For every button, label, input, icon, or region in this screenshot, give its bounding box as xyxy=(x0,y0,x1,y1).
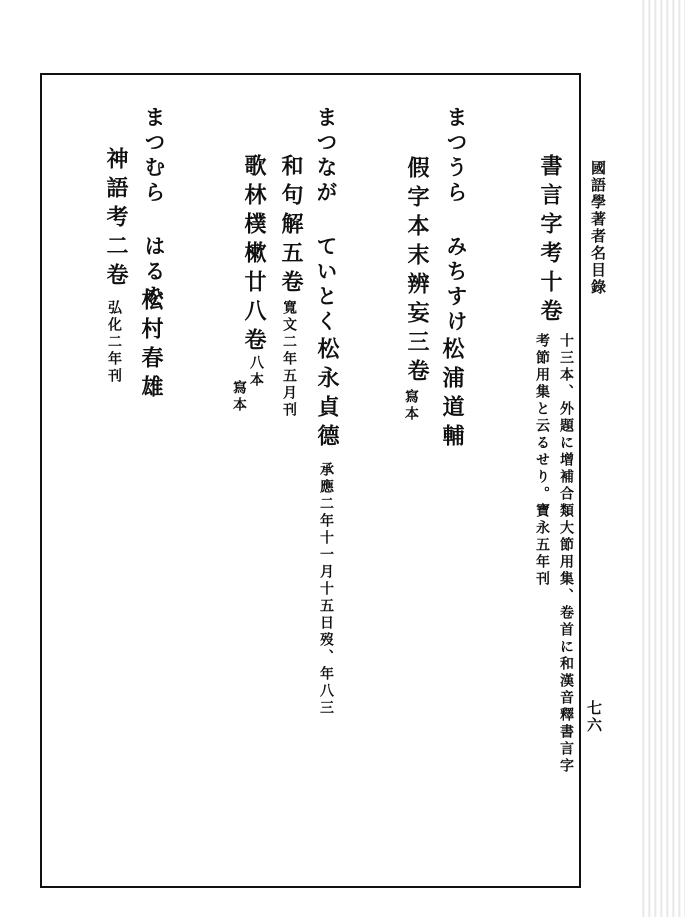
entry-note-line: 寫本 xyxy=(231,380,247,414)
running-header: 國語學著者名目錄 xyxy=(589,160,607,296)
entry-work-title: 神語考二卷 xyxy=(103,147,129,292)
entry-note-line: 考節用集と云るせり。寶永五年刊 xyxy=(534,333,550,588)
author-reading: まつなが ていとく xyxy=(314,106,339,335)
author-name: 松村春雄 xyxy=(138,288,164,404)
entry-note-line: 八本 xyxy=(248,355,264,389)
entry-work-title: 假字本末辨妄三卷 xyxy=(404,156,430,388)
entry-work-title: 歌林樸樕廿八卷 xyxy=(241,154,267,357)
page-gutter xyxy=(639,0,685,917)
page-number: 七六 xyxy=(585,700,603,734)
author-name: 松永貞德 xyxy=(314,337,340,453)
entry-note-line: 十三本、外題に增補合類大節用集、卷首に和漢音釋書言字 xyxy=(558,333,574,775)
entry-work-title: 書言字考十卷 xyxy=(537,154,563,328)
entry-note: 弘化二年刊 xyxy=(106,300,122,385)
entry-note: 寫本 xyxy=(403,389,419,423)
content-frame xyxy=(40,73,581,888)
author-name: 松浦道輔 xyxy=(439,337,465,453)
entry-work-title: 和句解五卷 xyxy=(278,154,304,299)
author-reading: まつむら はるを xyxy=(142,106,167,310)
author-reading: まつうら みちすけ xyxy=(444,106,469,335)
entry-note: 寬文二年五月刊 xyxy=(281,300,297,419)
author-note: 承應二年十一月十五日歿、年八三 xyxy=(318,462,334,717)
